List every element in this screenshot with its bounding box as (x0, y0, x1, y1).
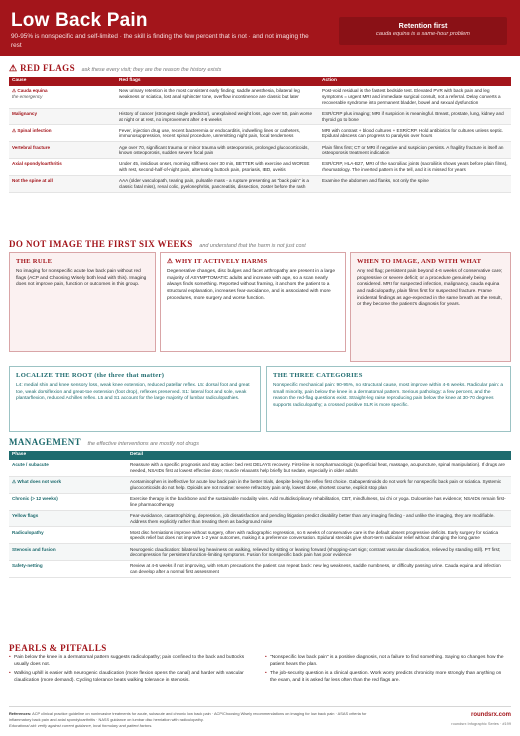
warning-triangle-icon: ⚠ (12, 127, 18, 133)
phase-cell: Acute / subacute (9, 460, 127, 476)
column-header: Detail (127, 451, 511, 460)
table-row (9, 460, 511, 476)
detail-cell: Reassure with a specific prognosis and stay active: bed rest DELAYS recovery. First-line is nonpharmacologic (superficial heat, massage, acupuncture, spinal manipulation). If drugs are needed, NSAIDs first at lowest effective dose; muscle relaxants help briefly but sedate, especially in older adults (127, 460, 511, 476)
column-header: Phase (9, 451, 127, 460)
pearls-left-column (9, 655, 251, 687)
pearl-item: • Walking uphill is easier with neurogenic claudication (more flexion opens the canal) and harder with vascular claudication (more demand). Cycling tolerance beats walking tolerance in stenosis. (9, 671, 251, 684)
cause-cell: Vertebral fracture (9, 142, 116, 159)
table-row (9, 527, 511, 544)
series-label: roundsrx Infographic Series · #199 (451, 720, 511, 726)
table-row (9, 544, 511, 561)
detail-cell: Most disc herniations improve without surgery, often with radiographic regression, so 6 weeks of conservative care is the default absent progressive deficits. Early surgery for sciatica speeds relief but does not improve 1-2 year outcomes, making it a preference conversation. Epidural steroids give short-term radicular relief without changing the long game (127, 527, 511, 544)
pearls-heading: PEARLS & PITFALLS (9, 643, 107, 653)
red-flags-subheading: ask these every visit; they are the reason the history exists (81, 67, 222, 73)
table-row (9, 142, 511, 159)
column-header: Cause (9, 77, 116, 86)
management-heading: MANAGEMENT the effective interventions are mostly not drugs (9, 437, 199, 447)
management-subheading: the effective interventions are mostly not drugs (87, 441, 199, 447)
phase-cell: ⚠ What does not work (9, 476, 127, 493)
warning-triangle-icon: ⚠ (9, 63, 18, 73)
action-cell: Plain films first; CT or MRI if negative and suspicion persists. A fragility fracture is itself an osteoporosis treatment indication (319, 142, 511, 159)
pearl-item: • Pain below the knee in a dermatomal pattern suggests radiculopathy; pain confined to the back and buttocks usually does not. (9, 655, 251, 668)
action-cell: ESR/CRP, HLA-B27, MRI of the sacroiliac joints (sacroiliitis shows years before plain films), rheumatology. The inverted pattern is the tell, and it is missed for years (319, 159, 511, 176)
action-cell: Post-void residual is the fastest bedside test. Elevated PVR with back pain and leg symptoms = urgent MRI and immediate surgical consult, not a referral. Delay converts a recoverable syndrome into permanent bladder, bowel and sexual dysfunction (319, 86, 511, 108)
callout-title: Retention first (398, 21, 448, 30)
detail-cell: Review at 4-6 weeks if not improving, with return precautions the patient can repeat back: new leg weakness, saddle numbness, or difficulty passing urine. Cauda equina and infection can develop after a normal first assessment (127, 561, 511, 578)
cause-cell: Not the spine at all (9, 176, 116, 193)
cause-subtitle: the emergency (12, 93, 43, 99)
pearl-item: • "Nonspecific low back pain" is a positive diagnosis, not a failure to find something. Saying so changes how the patient hears the plan. (265, 655, 507, 668)
detail-cell: Exercise therapy is the backbone and the sustainable modality wins. Add multidisciplinary rehabilitation, CBT, mindfulness, tai chi or yoga. Duloxetine has evidence; NSAIDs remain first-line pharmacotherapy (127, 493, 511, 510)
why-harms-body: Degenerative changes, disc bulges and facet arthropathy are present in a large majority of ASYMPTOMATIC adults and increase with age, so a scan nearly always finds something. Reported without framing, it anchors the patient to a structural explanation, increases fear-avoidance, and is associated with more procedures, more surgery and worse function. (167, 269, 335, 301)
page-title: Low Back Pain (11, 10, 148, 31)
table-row (9, 125, 511, 142)
why-harms-box (160, 252, 346, 352)
column-header: Action (319, 77, 511, 86)
rule-body: No imaging for nonspecific acute low back pain without red flags (ACP and Choosing Wisely both lead with this). Imaging does not improve pain, function or outcomes in this group. (16, 269, 147, 288)
action-cell: MRI with contrast + blood cultures + ESR/CRP. Hold antibiotics for cultures unless septic. Epidural abscess can progress to paralysis over hours (319, 125, 511, 142)
warning-triangle-icon: ⚠ (12, 87, 18, 93)
localize-root-title: LOCALIZE THE ROOT (the three that matter) (16, 372, 165, 379)
retention-callout (339, 17, 507, 45)
three-categories-title: THE THREE CATEGORIES (273, 372, 363, 379)
disclaimer: Educational aid: verify against current guidance, local formulary and patient factors. (9, 722, 153, 728)
header-banner (0, 0, 520, 56)
column-header: Red flags (116, 77, 319, 86)
imaging-subheading: and understand that the harm is not just cost (199, 243, 306, 249)
three-categories-body: Nonspecific mechanical pain: 90-95%, no structural cause, most improve within 4-6 weeks. Radicular pain: a small minority, pain below the knee in a dermatomal pattern. Serious pathology: a few percent, and the reason the red-flag questions exist. Straight-leg raise reproducing pain below the knee at 30-70 degrees supports radiculopathy; a crossed positive SLR is more specific. (273, 383, 504, 408)
localize-root-box (9, 366, 261, 432)
table-row (9, 493, 511, 510)
table-row (9, 176, 511, 193)
when-to-image-body: Any red flag; persistent pain beyond 4-6 weeks of conservative care; progressive or severe deficit; or a procedure genuinely being considered. MRI for suspected infection, malignancy, cauda equina and radiculopathy, plain films first for suspected fracture. Frame incidental findings as age-expected in the same breath as the result, or they become the patient's diagnosis for years. (357, 269, 503, 308)
flags-cell: New urinary retention is the most consistent early finding; saddle anesthesia, bilateral leg weakness or sciatica, lost anal sphincter tone, overflow incontinence are classic but later (116, 86, 319, 108)
phase-cell: Radiculopathy (9, 527, 127, 544)
pearl-item: • The job-security question is a clinical question. Work worry predicts chronicity more strongly than anything on the exam, and it is asked far less often than the red flags are. (265, 671, 507, 684)
cause-cell: ⚠ Cauda equina the emergency (9, 86, 116, 108)
imaging-heading: DO NOT IMAGE THE FIRST SIX WEEKS and understand that the harm is not just cost (9, 239, 306, 249)
flags-cell: Age over 70, significant trauma or minor trauma with osteoporosis, prolonged glucocorticoids, known osteoporosis, sudden severe focal pain (116, 142, 319, 159)
rule-box (9, 252, 156, 352)
why-harms-title: ⚠ WHY IT ACTIVELY HARMS (167, 258, 268, 265)
table-row (9, 561, 511, 578)
management-table (9, 451, 511, 578)
phase-cell: Stenosis and fusion (9, 544, 127, 561)
references (9, 711, 389, 729)
brand-block (451, 712, 511, 726)
flags-cell: History of cancer (strongest single predictor), unexplained weight loss, age over 50, pain worse at night or at rest, no improvement after 4-6 weeks (116, 108, 319, 125)
flags-cell: Under 45, insidious onset, morning stiffness over 30 min, BETTER with exercise and WORSE with rest, second-half-of-night pain, alternating buttock pain, psoriasis, IBD, uveitis (116, 159, 319, 176)
detail-cell: Neurogenic claudication: bilateral leg heaviness on walking, relieved by sitting or leaning forward (shopping-cart sign; contrast vascular claudication, relieved by standing still). PT first; decompression for persistent function-limiting symptoms. Fusion for nonspecific back pain has poor evidence (127, 544, 511, 561)
flags-cell: AAA (older vasculopath, tearing pain, pulsatile mass - a rupture presenting as "back pain" is a classic fatal miss), renal colic, pyelonephritis, pancreatitis, dissection, zoster before the rash (116, 176, 319, 193)
phase-cell: Yellow flags (9, 510, 127, 527)
table-row (9, 159, 511, 176)
warning-triangle-icon: ⚠ (12, 478, 18, 484)
warning-triangle-icon: ⚠ (167, 258, 176, 265)
brand-link[interactable]: roundsrx.com (470, 712, 511, 718)
cause-cell: Malignancy (9, 108, 116, 125)
action-cell: ESR/CRP plus imaging; MRI if suspicion is meaningful. Breast, prostate, lung, kidney and thyroid go to bone (319, 108, 511, 125)
table-header-row (9, 77, 511, 86)
pearls-right-column (265, 655, 507, 687)
cause-cell: Axial spondyloarthritis (9, 159, 116, 176)
table-row (9, 476, 511, 493)
red-flags-table (9, 77, 511, 193)
footer (9, 706, 511, 729)
rule-title: THE RULE (16, 258, 53, 265)
action-cell: Examine the abdomen and flanks, not only the spine (319, 176, 511, 193)
when-to-image-title: WHEN TO IMAGE, AND WITH WHAT (357, 258, 482, 265)
table-header-row (9, 451, 511, 460)
detail-cell: Fear-avoidance, catastrophizing, depression, job dissatisfaction and pending litigation predict disability better than any imaging finding - and unlike the imaging, they are modifiable. Address them explicitly rather than treating them as background noise (127, 510, 511, 527)
detail-cell: Acetaminophen is ineffective for acute low back pain in the better trials, despite being the reflex first choice. Gabapentinoids do not work for nonspecific back pain or sciatica. Systemic glucocorticoids do not help. Opioids are not routine: severe refractory pain only, lowest dose, shortest course, explicit stop plan (127, 476, 511, 493)
cause-cell: ⚠ Spinal infection (9, 125, 116, 142)
when-to-image-box (350, 252, 511, 362)
table-row (9, 86, 511, 108)
phase-cell: Safety-netting (9, 561, 127, 578)
localize-root-body: L4: medial shin and knee sensory loss, weak knee extension, reduced patellar reflex. L5: dorsal foot and great toe, weak dorsiflexion and great-toe extension (foot drop), reflexes preserved. S1: lateral foot and sole, weak plantarflexion, reduced Achilles reflex. L5 and S1 account for the large majority of lumbar radiculopathies. (16, 383, 250, 402)
references-text: ACP clinical practice guideline on noninvasive treatments for acute, subacute and chronic low back pain · ACP/Choosing Wisely recommendations on imaging for low back pain · ASAS criteria for inflammatory back pain and axial spondyloarthritis · NASS guidance on lumbar disc herniation with radiculopathy. (9, 711, 367, 722)
table-row (9, 108, 511, 125)
red-flags-heading: ⚠ RED FLAGS ask these every visit; they are the reason the history exists (9, 63, 222, 73)
references-label: References: (9, 711, 32, 716)
three-categories-box (266, 366, 511, 432)
table-row (9, 510, 511, 527)
page-subtitle: 90-95% is nonspecific and self-limited · the skill is finding the few percent that is not · and not imaging the rest (11, 33, 309, 50)
phase-cell: Chronic (> 12 weeks) (9, 493, 127, 510)
callout-subtitle: cauda equina is a same-hour problem (376, 31, 470, 38)
flags-cell: Fever, injection drug use, recent bacteremia or endocarditis, indwelling lines or catheters, immunosuppression, recent spinal procedure, unremitting night pain, focal tenderness (116, 125, 319, 142)
